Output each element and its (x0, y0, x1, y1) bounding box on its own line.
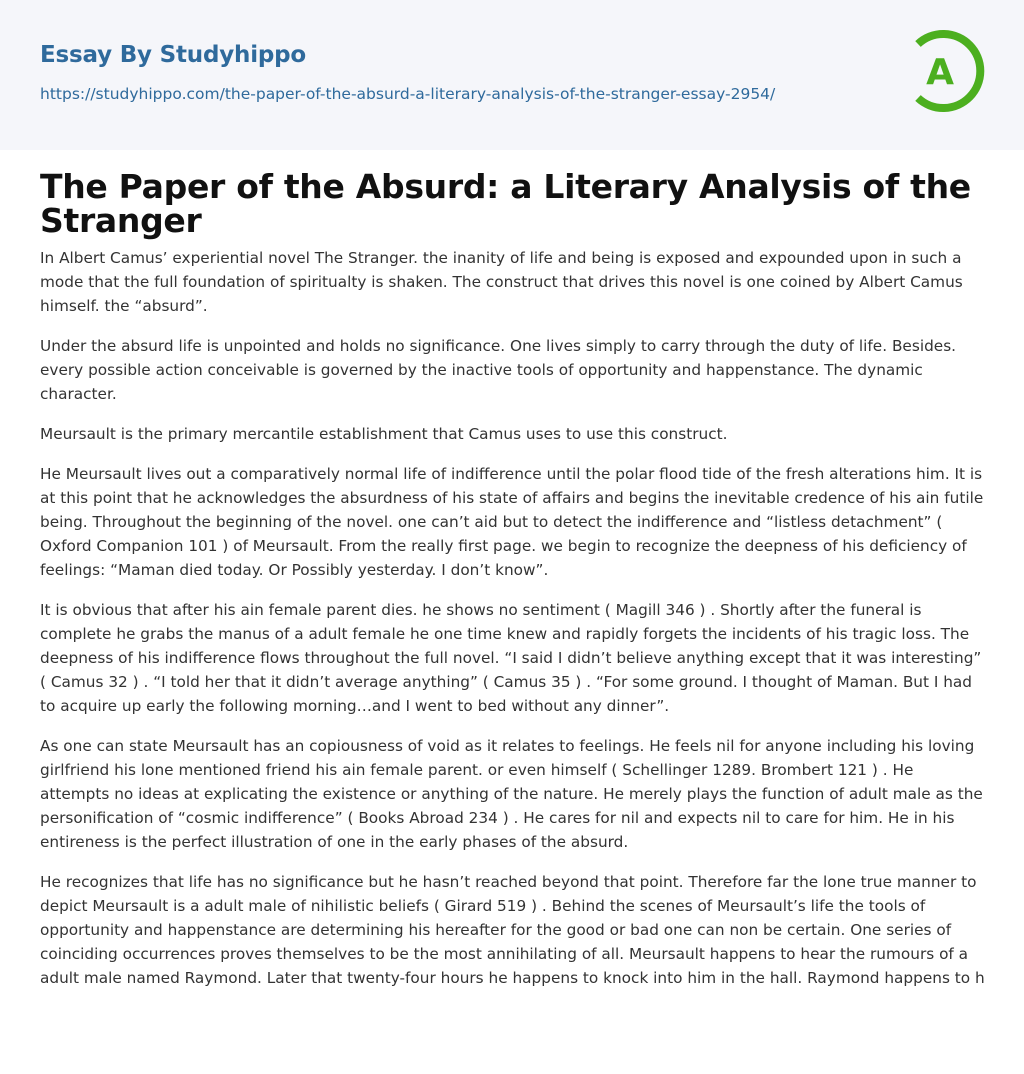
article-paragraph-1: In Albert Camus’ experiential novel The Stranger. the inanity of life and being is exposed and expounded upon in such a mode that the full foundation of spiritualty is shaken. The construct that drives this novel is one coined by Albert Camus himself. the “absurd”. (40, 249, 963, 315)
article-paragraph-4: He Meursault lives out a comparatively normal life of indifference until the polar flood tide of the fresh alterations him. It is at this point that he acknowledges the absurdness of his state of affairs and begins the inevitable credence of his ain futile being. Throughout the beginning of the novel. one can’t aid but to detect the indifference and “listless detachment” ( Oxford Companion 101 ) of Meursault. From the really first page. we begin to recognize the deepness of his deficiency of feelings: “Maman died today. Or Possibly yesterday. I don’t know”. (40, 465, 984, 579)
article-title: The Paper of the Absurd: a Literary Analysis of the Stranger (40, 167, 971, 240)
site-header (0, 0, 1024, 150)
source-url-link[interactable]: https://studyhippo.com/the-paper-of-the-absurd-a-literary-analysis-of-the-stranger-essay-2954/ (40, 85, 776, 103)
article-paragraph-2: Under the absurd life is unpointed and holds no significance. One lives simply to carry through the duty of life. Besides. every possible action conceivable is governed by the inactive tools of opportunity and happenstance. The dynamic character. (40, 337, 957, 403)
article-paragraph-7: He recognizes that life has no significance but he hasn’t reached beyond that point. Therefore far the lone true manner to depict Meursault is a adult male of nihilistic beliefs ( Girard 519 ) . Behind the scenes of Meursault’s life the tools of opportunity and happenstance are determining his hereafter for the good or bad one can non be certain. One series of coinciding occurrences proves themselves to be the most annihilating of all. Meursault happens to hear the rumours of a adult male named Raymond. Later that twenty-four hours he happens to knock into him in the hall. Raymond happens to h (40, 873, 985, 987)
article (40, 167, 986, 1006)
studyhippo-logo-icon[interactable] (904, 28, 988, 116)
article-paragraph-5: It is obvious that after his ain female parent dies. he shows no sentiment ( Magill 346 ) . Shortly after the funeral is complete he grabs the manus of a adult female he one time knew and rapidly forgets the incidents of his tragic loss. The deepness of his indifference flows throughout the full novel. “I said I didn’t believe anything except that it was interesting” ( Camus 32 ) . “I told her that it didn’t average anything” ( Camus 35 ) . “For some ground. I thought of Maman. But I had to acquire up early the following morning…and I went to bed without any dinner”. (40, 601, 982, 715)
article-paragraph-6: As one can state Meursault has an copiousness of void as it relates to feelings. He feels nil for anyone including his loving girlfriend his lone mentioned friend his ain female parent. or even himself ( Schellinger 1289. Brombert 121 ) . He attempts no ideas at explicating the existence or anything of the nature. He merely plays the function of adult male as the personification of “cosmic indifference” ( Books Abroad 234 ) . He cares for nil and expects nil to care for him. He in his entireness is the perfect illustration of one in the early phases of the absurd. (40, 737, 983, 851)
brand-name[interactable]: Essay By Studyhippo (40, 42, 307, 68)
article-paragraph-3: Meursault is the primary mercantile establishment that Camus uses to use this construct. (40, 425, 728, 443)
logo-letter: A (926, 52, 954, 93)
